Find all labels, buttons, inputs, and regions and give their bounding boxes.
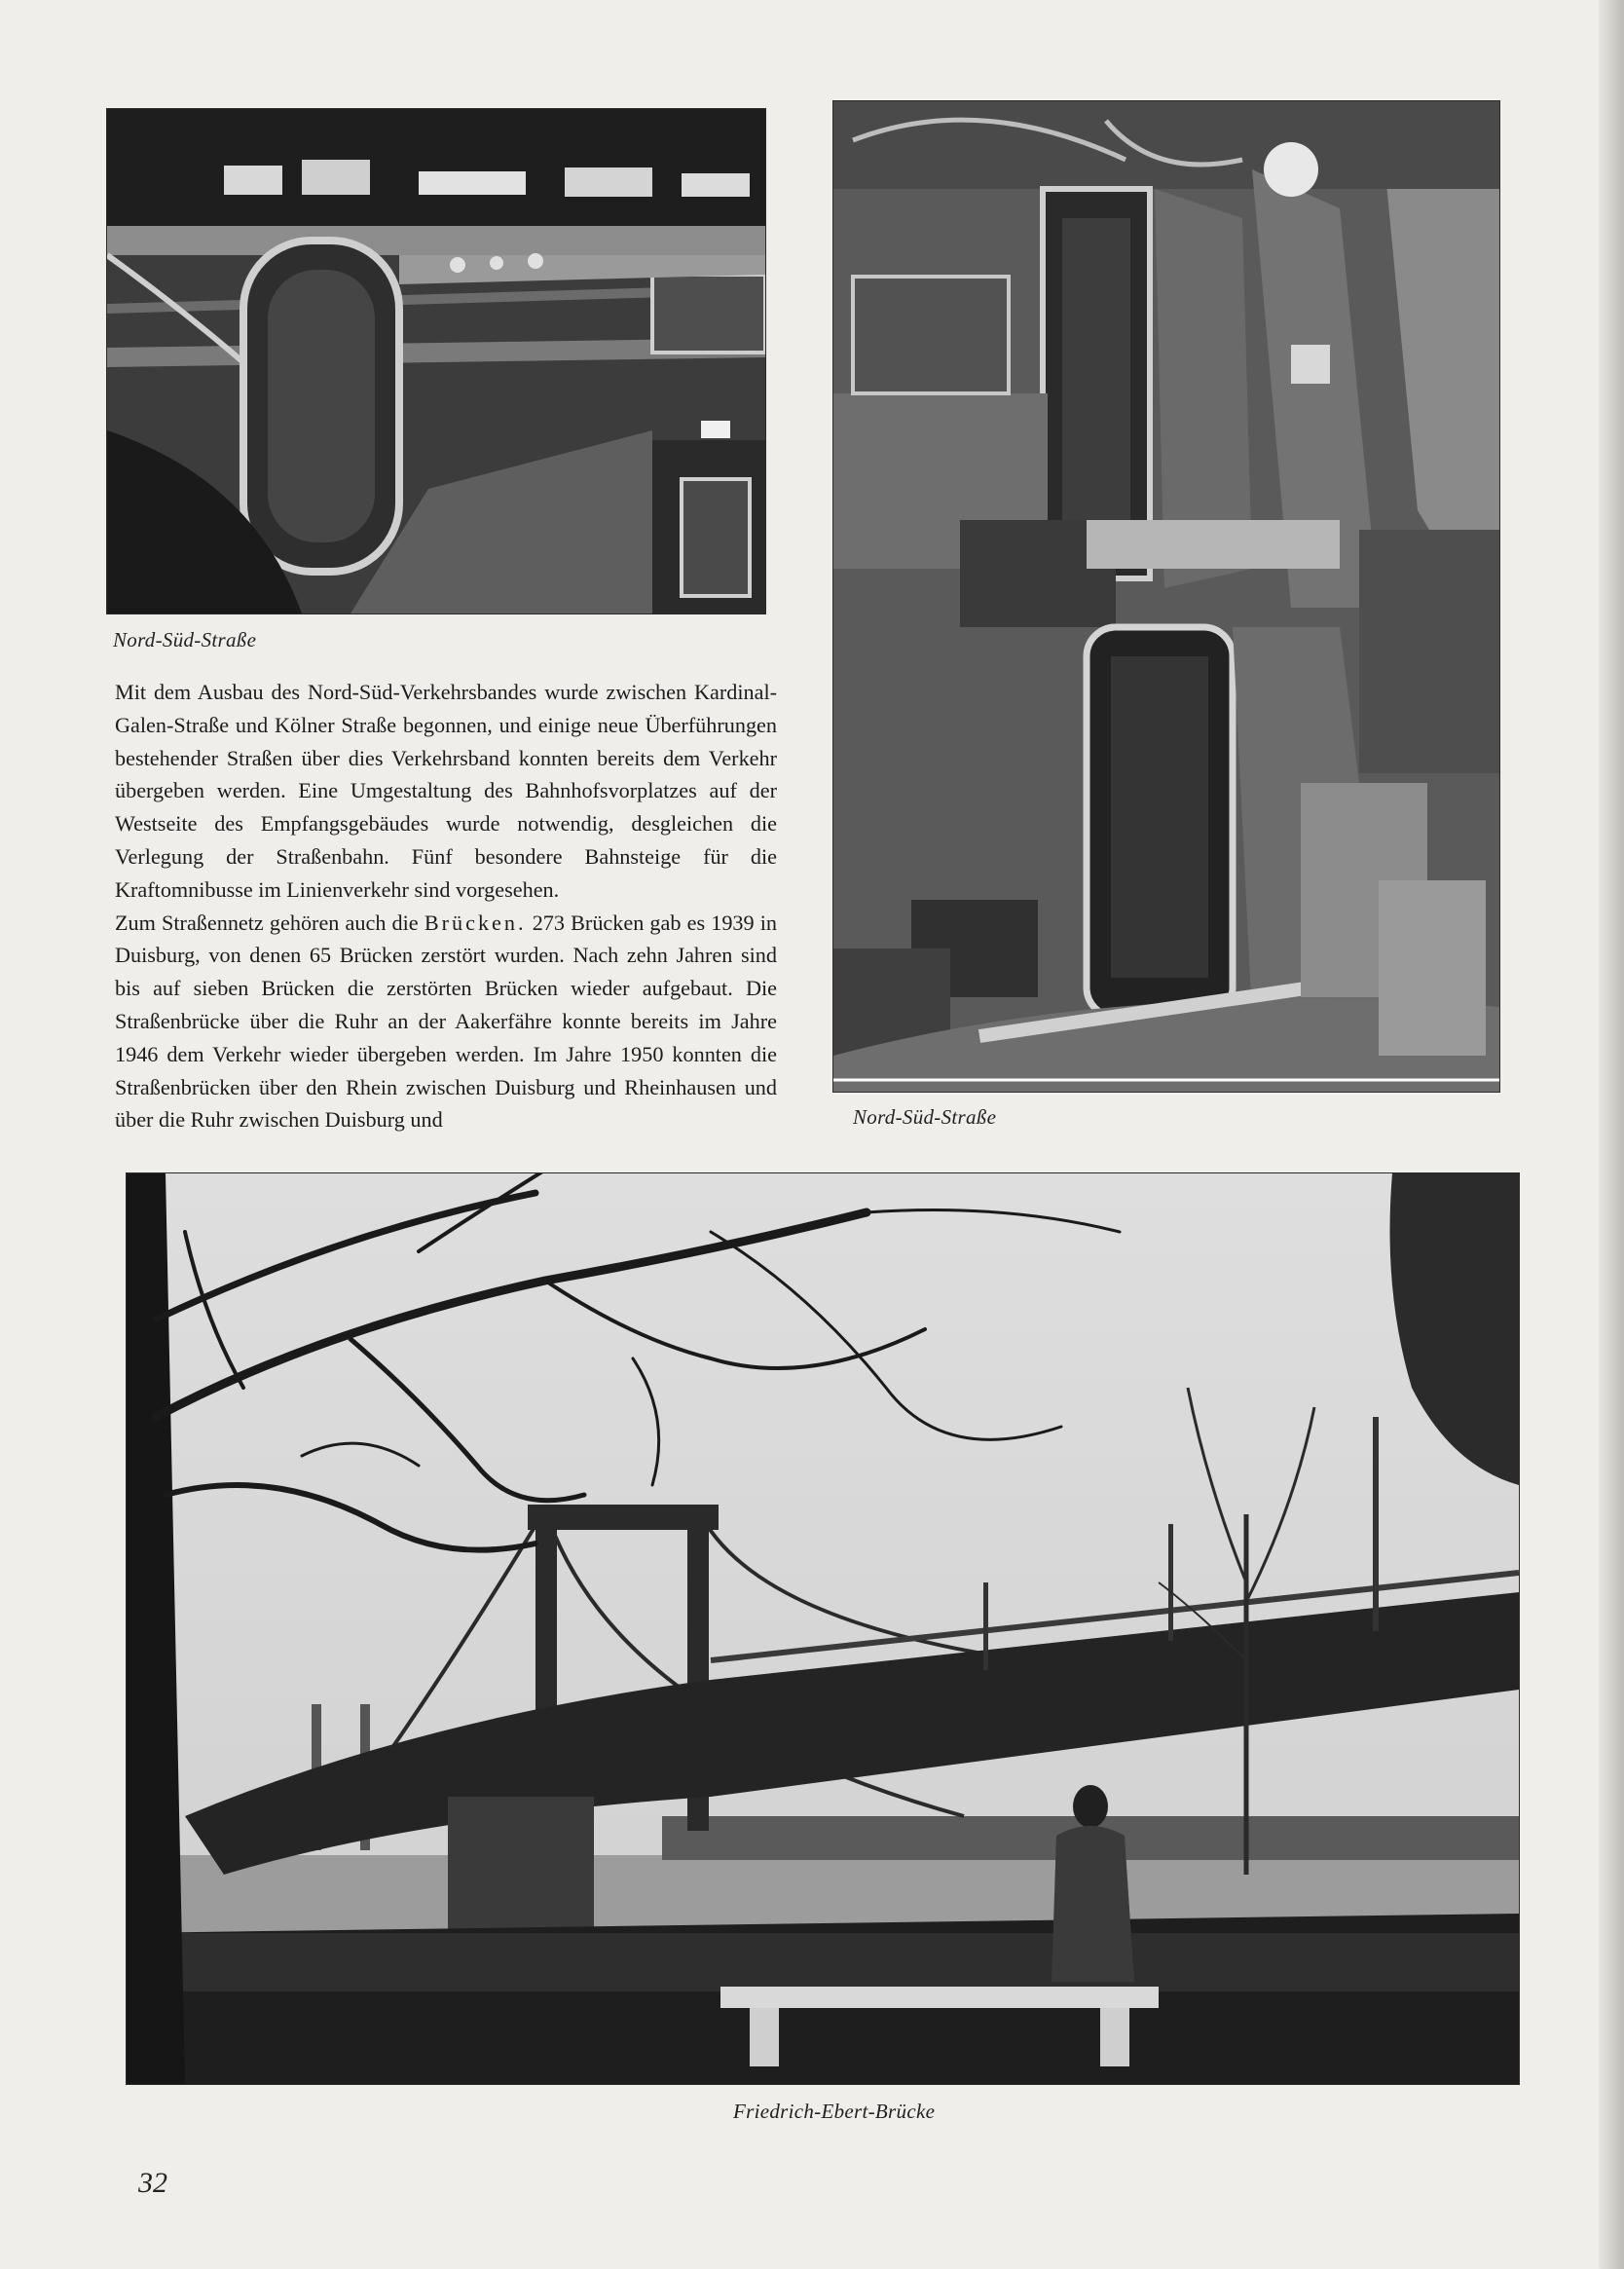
bridge-photo-image: [127, 1173, 1519, 2084]
paragraph-bruecken: [115, 907, 777, 1137]
caption-top-left: Nord-Süd-Straße: [113, 628, 257, 651]
paragraph-ausbau: Mit dem Ausbau des Nord-Süd-Verkehrsbandes wurde zwischen Kardinal-Galen-Straße und Kölner Straße begonnen, und einige neue Überführungen bestehender Straßen über dies Verkehrsband konnten bereits dem Verkehr übergeben werden. Eine Umgestaltung des Bahnhofsvorplatzes auf der Westseite des Empfangsgebäudes wurde notwendig, desgleichen die Verlegung der Straßenbahn. Fünf besondere Bahnsteige für die Kraftomnibusse im Linienverkehr sind vorgesehen.: [115, 680, 777, 902]
caption-bottom: Friedrich-Ebert-Brücke: [733, 2100, 936, 2123]
paragraph-bruecken-rest: 273 Brücken gab es 1939 in Duisburg, von denen 65 Brücken zerstört wurden. Nach zehn Jahren sind bis auf sieben Brücken die zerstörten Brücken wieder aufgebaut. Die Straßenbrücke über die Ruhr an der Aakerfähre konnte bereits im Jahre 1946 dem Verkehr wieder übergeben werden. Im Jahre 1950 konnten die Straßenbrücken über den Rhein zwischen Duisburg und Rheinhausen und über die Ruhr zwischen Duisburg und: [115, 910, 778, 1133]
page-edge-shadow: [1599, 0, 1624, 2269]
caption-top-right: Nord-Süd-Straße: [853, 1105, 997, 1129]
aerial-model-image: [833, 101, 1499, 1092]
paragraph-bruecken-intro: Zum Straßennetz gehören auch die: [115, 910, 419, 935]
article-body: [115, 676, 777, 1136]
photo-nord-sued-strasse-model-right: [833, 101, 1499, 1092]
photo-friedrich-ebert-bruecke: [127, 1173, 1519, 2084]
page-number: 32: [138, 2167, 167, 2199]
keyword-bruecken: Brücken.: [424, 910, 527, 935]
photo-nord-sued-strasse-model-left: [107, 109, 765, 614]
road-model-image: [107, 109, 765, 614]
